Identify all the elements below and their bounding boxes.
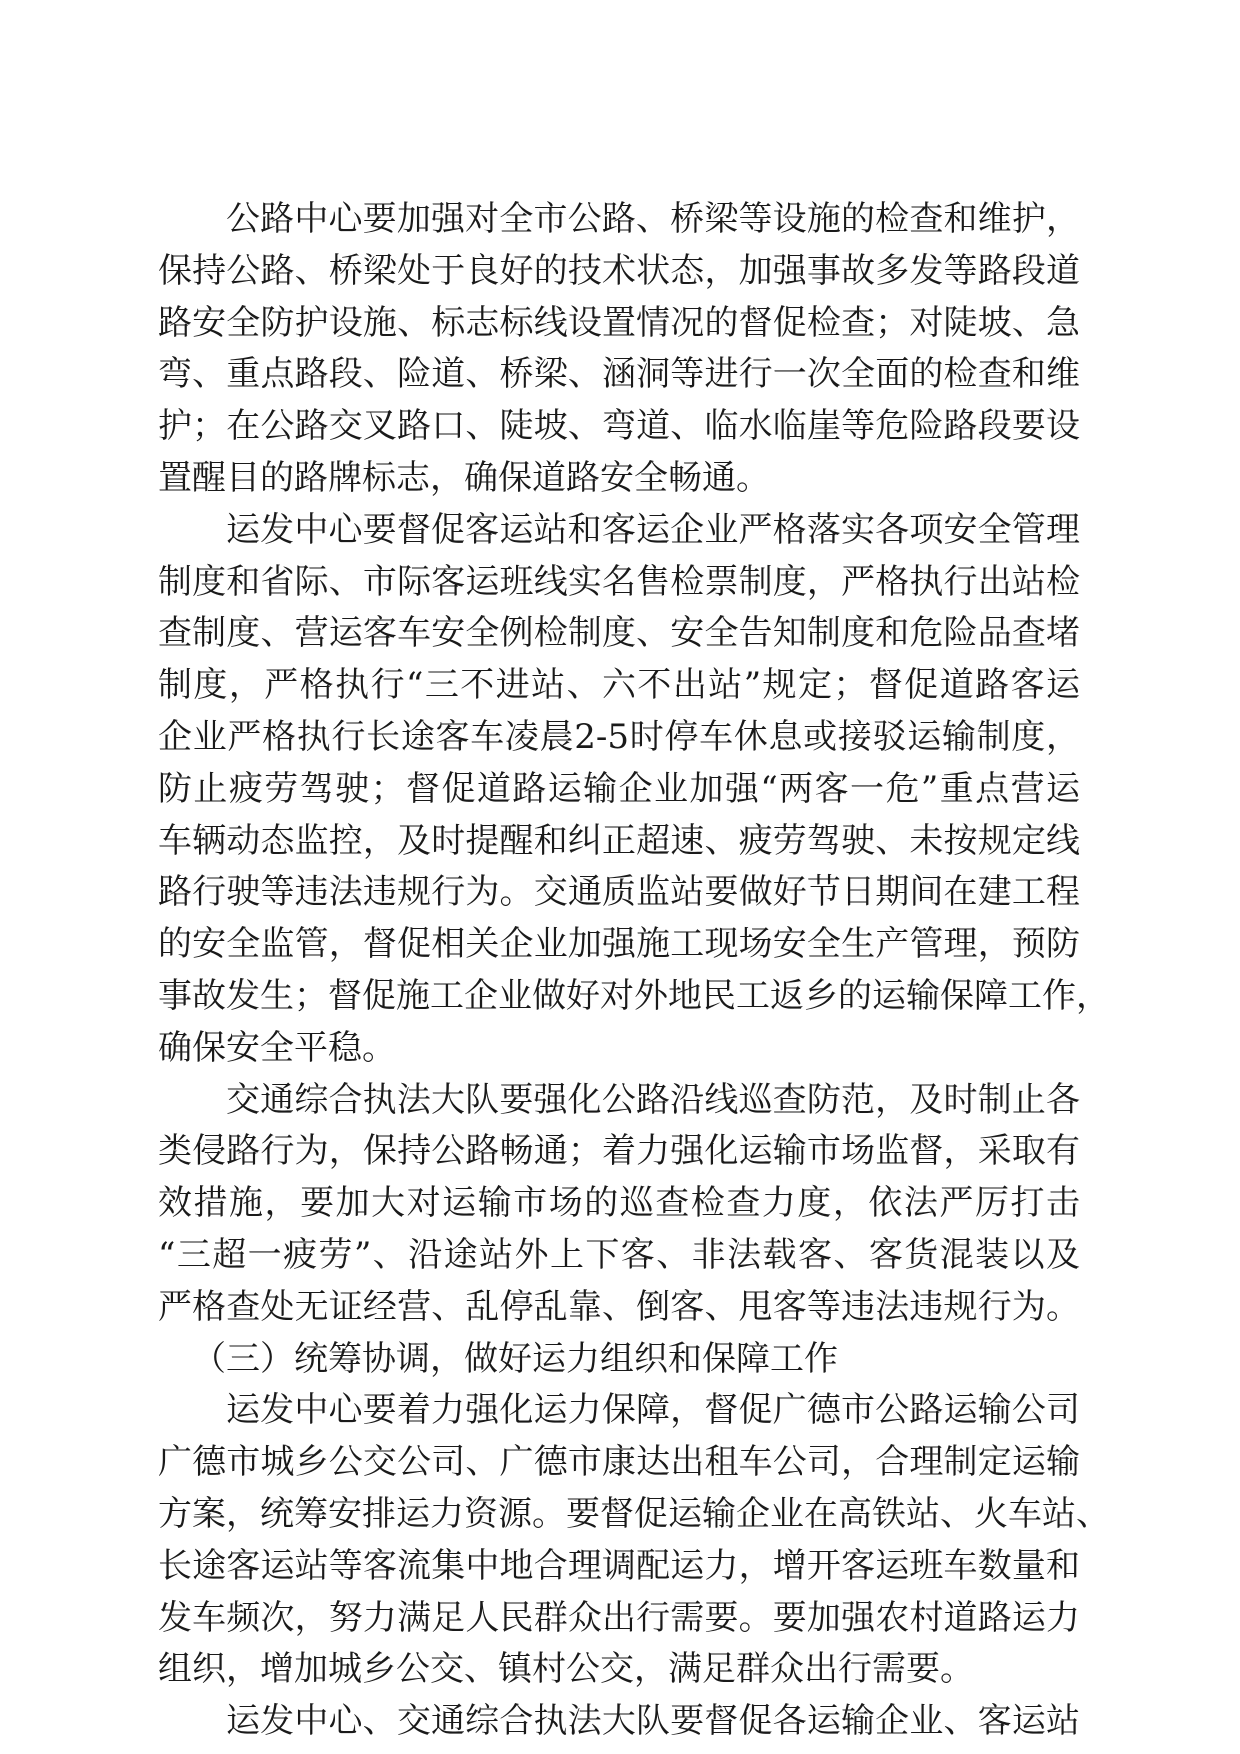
paragraph-4-line-6: 组织，增加城乡公交、镇村公交，满足群众出行需要。 (158, 1649, 974, 1690)
paragraph-4-line-1: 运发中心要着力强化运力保障，督促广德市公路运输公司 (226, 1390, 1080, 1431)
paragraph-5-line-1: 运发中心、交通综合执法大队要督促各运输企业、客运站 (226, 1701, 1080, 1742)
paragraph-4-line-5: 发车频次，努力满足人民群众出行需要。要加强农村道路运力 (158, 1597, 1080, 1638)
paragraph-2-line-7: 车辆动态监控，及时提醒和纠正超速、疲劳驾驶、未按规定线 (158, 820, 1080, 861)
document-body (158, 194, 1110, 1748)
paragraph-4-line-3: 方案，统筹安排运力资源。要督促运输企业在高铁站、火车站、 (158, 1493, 1110, 1534)
paragraph-3-line-5: 严格查处无证经营、乱停乱靠、倒客、甩客等违法违规行为。 (158, 1286, 1080, 1327)
paragraph-2-line-10: 事故发生；督促施工企业做好对外地民工返乡的运输保障工作， (158, 975, 1110, 1016)
paragraph-4-line-2: 广德市城乡公交公司、广德市康达出租车公司，合理制定运输 (158, 1442, 1080, 1483)
paragraph-4-line-4: 长途客运站等客流集中地合理调配运力，增开客运班车数量和 (158, 1545, 1080, 1586)
paragraph-1-line-2: 保持公路、桥梁处于良好的技术状态，加强事故多发等路段道 (158, 250, 1080, 291)
paragraph-2-line-6: 防止疲劳驾驶；督促道路运输企业加强“两客一危”重点营运 (158, 768, 1080, 809)
paragraph-2-line-8: 路行驶等违法违规行为。交通质监站要做好节日期间在建工程 (158, 872, 1080, 913)
section-heading: （三）统筹协调，做好运力组织和保障工作 (192, 1338, 838, 1379)
paragraph-2-line-11: 确保安全平稳。 (158, 1027, 396, 1068)
paragraph-2-line-5: 企业严格执行长途客车凌晨2-5时停车休息或接驳运输制度， (158, 716, 1080, 757)
paragraph-1-line-1: 公路中心要加强对全市公路、桥梁等设施的检查和维护， (226, 199, 1080, 239)
paragraph-2-line-4: 制度，严格执行“三不进站、六不出站”规定；督促道路客运 (158, 665, 1080, 706)
paragraph-2-line-9: 的安全监管，督促相关企业加强施工现场安全生产管理，预防 (158, 924, 1080, 965)
paragraph-3-line-3: 效措施，要加大对运输市场的巡查检查力度，依法严厉打击 (158, 1183, 1080, 1224)
paragraph-1-line-4: 弯、重点路段、险道、桥梁、涵洞等进行一次全面的检查和维 (158, 354, 1080, 395)
paragraph-1-line-6: 置醒目的路牌标志，确保道路安全畅通。 (158, 457, 770, 498)
paragraph-2-line-1: 运发中心要督促客运站和客运企业严格落实各项安全管理 (226, 509, 1080, 550)
paragraph-3-line-4: “三超一疲劳”、沿途站外上下客、非法载客、客货混装以及 (158, 1234, 1080, 1275)
paragraph-2-line-2: 制度和省际、市际客运班线实名售检票制度，严格执行出站检 (158, 561, 1080, 602)
paragraph-1-line-3: 路安全防护设施、标志标线设置情况的督促检查；对陡坡、急 (158, 302, 1080, 343)
paragraph-3-line-2: 类侵路行为，保持公路畅通；着力强化运输市场监督，采取有 (158, 1131, 1080, 1172)
paragraph-3-line-1: 交通综合执法大队要强化公路沿线巡查防范，及时制止各 (226, 1079, 1080, 1120)
paragraph-1-line-5: 护；在公路交叉路口、陡坡、弯道、临水临崖等危险路段要设 (158, 406, 1080, 447)
paragraph-2-line-3: 查制度、营运客车安全例检制度、安全告知制度和危险品查堵 (158, 613, 1080, 654)
